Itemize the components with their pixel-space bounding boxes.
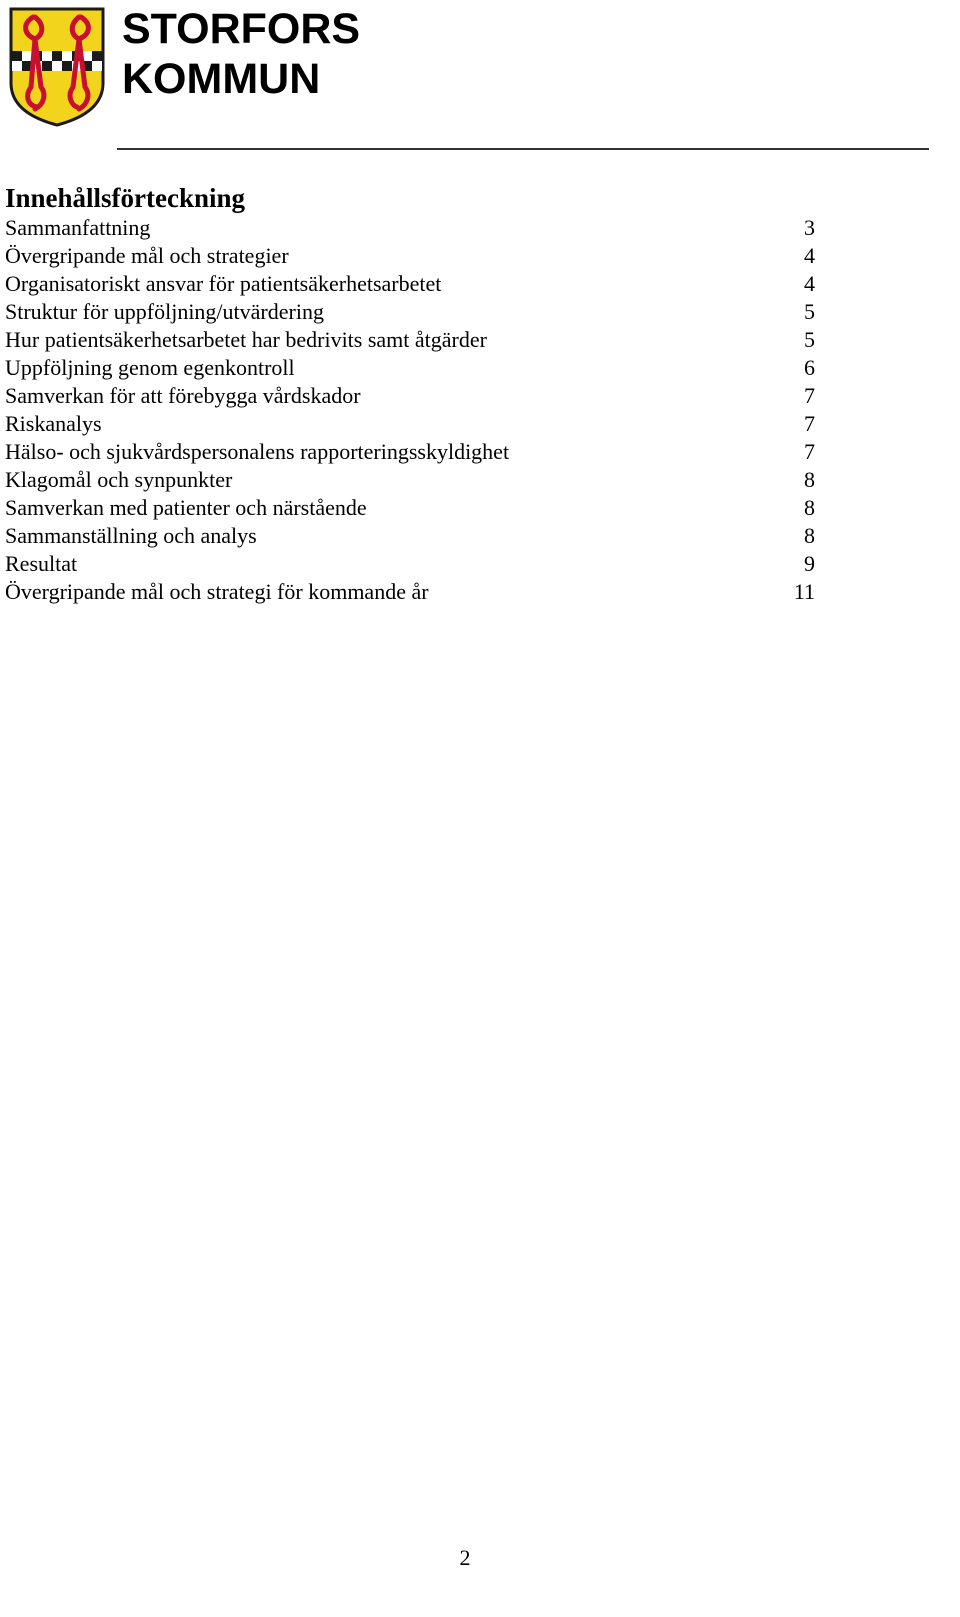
toc-entry	[5, 354, 815, 382]
toc-entry-page: 11	[793, 579, 815, 604]
toc-entry-label: Samverkan för att förebygga vårdskador	[5, 383, 361, 408]
toc-entry	[5, 438, 815, 466]
toc-entry-label: Sammanställning och analys	[5, 523, 257, 548]
toc-entry	[5, 270, 815, 298]
organization-name	[122, 4, 360, 104]
toc-entry-page: 6	[804, 355, 815, 380]
toc-entry-label: Samverkan med patienter och närstående	[5, 495, 367, 520]
toc-entry-page: 4	[804, 271, 815, 296]
toc-entry	[5, 550, 815, 578]
toc-entry-page: 3	[804, 215, 815, 240]
toc-entry	[5, 214, 815, 242]
toc-entry	[5, 466, 815, 494]
toc-entry-label: Uppföljning genom egenkontroll	[5, 355, 295, 380]
toc-entry-page: 8	[804, 495, 815, 520]
toc-entry-label: Sammanfattning	[5, 215, 151, 240]
header-divider	[117, 148, 929, 150]
toc-entry-page: 9	[804, 551, 815, 576]
storfors-coat-of-arms-icon	[7, 5, 107, 129]
toc-entry-page: 7	[804, 383, 815, 408]
toc-title: Innehållsförteckning	[5, 183, 246, 213]
toc-entry-label: Hälso- och sjukvårdspersonalens rapporteringsskyldighet	[5, 439, 510, 464]
toc-entry	[5, 522, 815, 550]
toc-entry-page: 5	[804, 299, 815, 324]
toc-entry-page: 4	[804, 243, 815, 268]
toc-entry-label: Klagomål och synpunkter	[5, 467, 233, 492]
toc-entry-label: Resultat	[5, 551, 78, 576]
toc-entry	[5, 326, 815, 354]
organization-name-line2: KOMMUN	[122, 55, 321, 103]
toc-entry-page: 8	[804, 467, 815, 492]
toc-entry	[5, 382, 815, 410]
toc-entry	[5, 242, 815, 270]
toc-entry-page: 7	[804, 439, 815, 464]
toc-entry	[5, 298, 815, 326]
page-number: 2	[459, 1545, 471, 1570]
organization-name-line1: STORFORS	[122, 5, 361, 53]
toc-entry	[5, 578, 815, 606]
toc-entry-label: Organisatoriskt ansvar för patientsäkerhetsarbetet	[5, 271, 442, 296]
document-header	[0, 0, 960, 160]
toc-entry-label: Hur patientsäkerhetsarbetet har bedrivits samt åtgärder	[5, 327, 487, 352]
toc-entry	[5, 410, 815, 438]
toc-entry-label: Riskanalys	[5, 411, 102, 436]
toc-entry-label: Övergripande mål och strategier	[5, 243, 289, 268]
toc-list	[5, 214, 815, 606]
toc-entry	[5, 494, 815, 522]
toc-entry-label: Övergripande mål och strategi för kommande år	[5, 579, 429, 604]
toc-entry-label: Struktur för uppföljning/utvärdering	[5, 299, 324, 324]
toc-entry-page: 7	[804, 411, 815, 436]
toc-entry-page: 5	[804, 327, 815, 352]
toc-entry-page: 8	[804, 523, 815, 548]
